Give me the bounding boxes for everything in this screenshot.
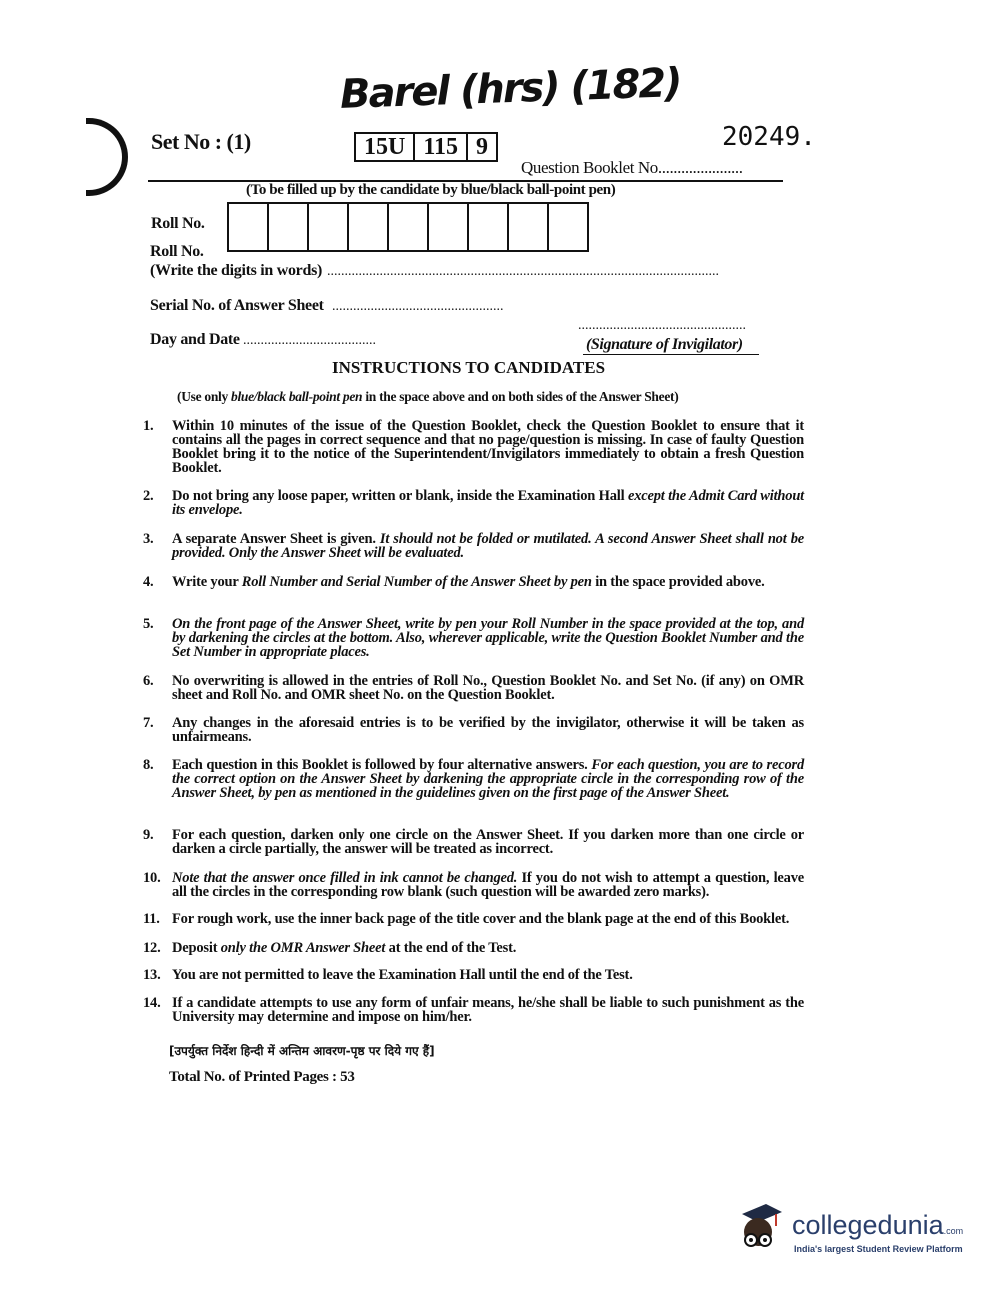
- item-text-emphasis: It should not be folded or mutilated. A second Answer Sheet shall not be provided. Only the Answer Sheet will be evaluated.: [172, 531, 804, 561]
- item-number: 9.: [143, 827, 154, 843]
- handwritten-mark: [86, 118, 128, 196]
- item-text-plain: at the end of the Test.: [385, 940, 517, 956]
- signature-field[interactable]: ................................................: [578, 318, 746, 333]
- roll-digit-box[interactable]: [429, 204, 469, 250]
- item-text-plain: For rough work, use the inner back page of the title cover and the blank page at the end of this Booklet.: [172, 911, 790, 927]
- fill-note: (To be filled up by the candidate by blue/black ball-point pen): [246, 182, 616, 198]
- collegedunia-logo-icon: [736, 1200, 784, 1252]
- item-number: 14.: [143, 995, 161, 1011]
- instructions-subtitle: [177, 389, 678, 405]
- item-text-plain: Each question in this Booklet is followed by four alternative answers.: [172, 757, 592, 773]
- brand-name: collegedunia: [792, 1210, 944, 1240]
- roll-no-grid[interactable]: [227, 202, 589, 252]
- hindi-note: [उपर्युक्त निर्देश हिन्दी में अन्तिम आवरण-पृष्ठ पर दिये गए हैं]: [169, 1044, 435, 1058]
- roll-digit-box[interactable]: [349, 204, 389, 250]
- roll-no-words-field[interactable]: ................................................................................................................: [327, 264, 719, 279]
- signature-underline: [583, 354, 759, 355]
- paper-code: [354, 132, 498, 162]
- roll-digit-box[interactable]: [389, 204, 429, 250]
- subtitle-emphasis: blue/black ball-point pen: [231, 389, 363, 404]
- item-text-plain: You are not permitted to leave the Examination Hall until the end of the Test.: [172, 967, 633, 983]
- item-text-emphasis: except the Admit Card without its envelope.: [172, 488, 805, 518]
- subtitle-text: in the space above and on both sides of the Answer Sheet): [362, 389, 679, 404]
- item-number: 6.: [143, 673, 154, 689]
- item-text: [172, 617, 804, 659]
- item-text-plain: For each question, darken only one circle on the Answer Sheet. If you darken more than one circle or darken a circle partially, the answer will be treated as incorrect.: [172, 827, 804, 857]
- item-text-emphasis: Note that the answer once filled in ink cannot be changed.: [172, 870, 518, 886]
- item-text: [172, 489, 804, 517]
- item-number: 12.: [143, 940, 161, 956]
- serial-no-label: Serial No. of Answer Sheet: [150, 297, 324, 314]
- paper-code-part: 15U: [356, 134, 415, 160]
- item-text: [172, 716, 804, 744]
- item-number: 13.: [143, 967, 161, 983]
- item-text-emphasis: Roll Number and Serial Number of the Answer Sheet by pen: [241, 574, 592, 590]
- handwritten-serial: 20249.: [722, 122, 816, 152]
- item-number: 8.: [143, 757, 154, 773]
- day-date-label: Day and Date: [150, 331, 240, 348]
- item-text-plain: Deposit: [172, 940, 221, 956]
- item-number: 1.: [143, 418, 154, 434]
- instructions-title: INSTRUCTIONS TO CANDIDATES: [332, 358, 606, 377]
- item-text-plain: Any changes in the aforesaid entries is to be verified by the invigilator, otherwise it will be taken as unfairmeans.: [172, 715, 804, 745]
- item-number: 4.: [143, 574, 154, 590]
- day-date-field[interactable]: ......................................: [243, 333, 376, 348]
- item-text-plain: in the space provided above.: [591, 574, 765, 590]
- item-text: [172, 674, 804, 702]
- watermark-brand: [792, 1210, 963, 1241]
- roll-digit-box[interactable]: [229, 204, 269, 250]
- subtitle-text: (Use only: [177, 389, 231, 404]
- watermark-tagline: India's largest Student Review Platform: [794, 1244, 963, 1254]
- item-number: 10.: [143, 870, 161, 886]
- roll-no-label: Roll No.: [151, 215, 205, 232]
- roll-digit-box[interactable]: [309, 204, 349, 250]
- paper-code-part: 115: [415, 134, 468, 160]
- item-text: [172, 941, 804, 955]
- signature-label: (Signature of Invigilator): [586, 336, 743, 353]
- item-text: [172, 758, 804, 800]
- item-number: 2.: [143, 488, 154, 504]
- roll-no-words-sub: (Write the digits in words): [150, 262, 323, 279]
- item-text: [172, 968, 804, 982]
- item-text-plain: No overwriting is allowed in the entries of Roll No., Question Booklet No. and Set No. (if any) on OMR sheet and Roll No. and OMR sheet No. on the Question Booklet.: [172, 673, 804, 703]
- item-text: [172, 828, 804, 856]
- serial-no-field[interactable]: .................................................: [332, 299, 504, 314]
- item-number: 7.: [143, 715, 154, 731]
- item-text-emphasis: For each question, you are to record the correct option on the Answer Sheet by darkening the appropriate circle in the corresponding row of the Answer Sheet, by pen as mentioned in the guidelines given on the first page of the Answer Sheet.: [172, 757, 804, 801]
- item-text-plain: Within 10 minutes of the issue of the Question Booklet, check the Question Booklet to ensure that it contains all the pages in correct sequence and that no page/question is missing. In case of faulty Question Booklet bring it to the notice of the Superintendent/Invigilators immediately to obtain a fresh Question Booklet.: [172, 418, 804, 476]
- item-number: 5.: [143, 616, 154, 632]
- item-text-plain: Do not bring any loose paper, written or blank, inside the Examination Hall: [172, 488, 628, 504]
- item-text: [172, 912, 804, 926]
- item-text: [172, 575, 804, 589]
- roll-digit-box[interactable]: [509, 204, 549, 250]
- item-text-emphasis: only the OMR Answer Sheet: [220, 940, 386, 956]
- item-text: [172, 871, 804, 899]
- item-text-emphasis: On the front page of the Answer Sheet, write by pen your Roll Number in the space provided at the top, and by darkening the circles at the bottom. Also, wherever applicable, write the Question Booklet Number and the Set Number in appropriate places.: [172, 616, 804, 660]
- item-text-plain: If you do not wish to attempt a question, leave all the circles in the corresponding row blank (such question will be awarded zero marks).: [172, 870, 804, 900]
- roll-no-words-label: Roll No.: [150, 243, 204, 260]
- item-text: [172, 419, 804, 475]
- roll-digit-box[interactable]: [549, 204, 587, 250]
- set-number: Set No : (1): [151, 129, 251, 154]
- question-booklet-no: Question Booklet No......................: [521, 158, 743, 177]
- item-text: [172, 532, 804, 560]
- item-text: [172, 996, 804, 1024]
- item-text-plain: If a candidate attempts to use any form of unfair means, he/she shall be liable to such punishment as the University may determine and impose on him/her.: [172, 995, 804, 1025]
- item-number: 11.: [143, 911, 160, 927]
- item-text-plain: Write your: [172, 574, 242, 590]
- roll-digit-box[interactable]: [469, 204, 509, 250]
- total-pages: Total No. of Printed Pages : 53: [169, 1069, 355, 1085]
- item-text-plain: A separate Answer Sheet is given.: [172, 531, 380, 547]
- brand-suffix: .com: [943, 1226, 964, 1236]
- handwritten-note: Barel (hrs) (182): [339, 60, 682, 118]
- item-number: 3.: [143, 531, 154, 547]
- roll-digit-box[interactable]: [269, 204, 309, 250]
- paper-code-part: 9: [476, 134, 489, 160]
